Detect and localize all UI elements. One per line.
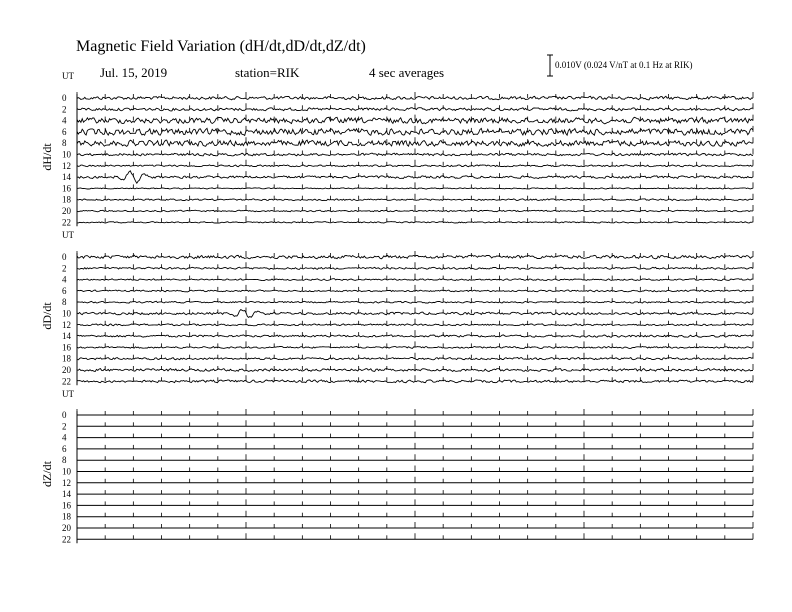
row-tick-label: 12 bbox=[62, 160, 71, 171]
trace-line bbox=[77, 346, 753, 348]
row-tick-label: 14 bbox=[62, 331, 71, 342]
row-tick-label: 20 bbox=[62, 523, 71, 533]
row-tick-label: 0 bbox=[62, 410, 67, 420]
ut-axis-title: UT bbox=[62, 230, 74, 240]
row-tick-label: 22 bbox=[62, 217, 71, 228]
chart-title: Magnetic Field Variation (dH/dt,dD/dt,dZ/dt) bbox=[76, 38, 366, 55]
row-tick-label: 10 bbox=[62, 149, 71, 160]
row-tick-label: 8 bbox=[62, 455, 67, 466]
date-label: Jul. 15, 2019 bbox=[100, 65, 168, 80]
row-tick-label: 4 bbox=[62, 115, 67, 126]
row-tick-label: 14 bbox=[62, 489, 71, 500]
ut-axis-title: UT bbox=[62, 389, 74, 399]
row-tick-label: 18 bbox=[62, 511, 71, 522]
row-tick-label: 8 bbox=[62, 138, 67, 149]
row-tick-label: 6 bbox=[62, 126, 67, 137]
row-tick-label: 18 bbox=[62, 194, 71, 205]
row-tick-label: 20 bbox=[62, 206, 71, 216]
row-tick-label: 4 bbox=[62, 432, 67, 443]
row-tick-label: 16 bbox=[62, 183, 71, 194]
row-tick-label: 0 bbox=[62, 93, 67, 103]
row-tick-label: 16 bbox=[62, 342, 71, 353]
row-tick-label: 2 bbox=[62, 263, 67, 274]
row-tick-label: 10 bbox=[62, 308, 71, 319]
row-tick-label: 14 bbox=[62, 172, 71, 183]
row-tick-label: 6 bbox=[62, 443, 67, 454]
trace-line bbox=[77, 188, 753, 189]
trace-line bbox=[77, 222, 753, 223]
panel-label: dZ/dt bbox=[40, 461, 54, 487]
trace-line bbox=[77, 279, 753, 281]
row-tick-label: 8 bbox=[62, 297, 67, 308]
row-tick-label: 20 bbox=[62, 365, 71, 375]
row-tick-label: 18 bbox=[62, 353, 71, 364]
row-tick-label: 22 bbox=[62, 376, 71, 387]
row-tick-label: 12 bbox=[62, 477, 71, 488]
row-tick-label: 22 bbox=[62, 534, 71, 545]
row-tick-label: 4 bbox=[62, 274, 67, 285]
row-tick-label: 6 bbox=[62, 285, 67, 296]
station-label: station=RIK bbox=[235, 65, 300, 80]
panel-label: dD/dt bbox=[40, 302, 54, 330]
averaging-label: 4 sec averages bbox=[369, 65, 445, 80]
scale-label: 0.010V (0.024 V/nT at 0.1 Hz at RIK) bbox=[555, 60, 693, 70]
row-tick-label: 2 bbox=[62, 421, 67, 432]
row-tick-label: 2 bbox=[62, 104, 67, 115]
panel-label: dH/dt bbox=[40, 143, 54, 171]
ut-axis-title: UT bbox=[62, 71, 74, 81]
row-tick-label: 16 bbox=[62, 500, 71, 511]
row-tick-label: 0 bbox=[62, 252, 67, 262]
row-tick-label: 12 bbox=[62, 319, 71, 330]
row-tick-label: 10 bbox=[62, 466, 71, 477]
